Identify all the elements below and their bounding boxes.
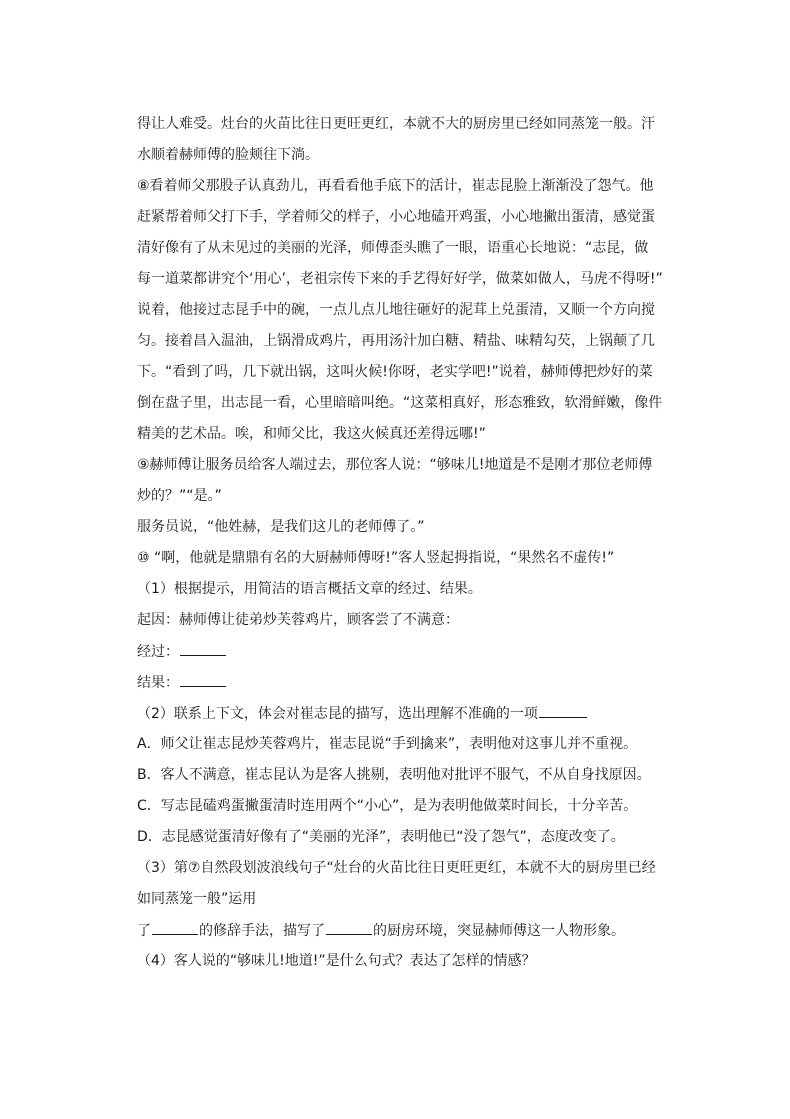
text-line: ⑩ “啊，他就是鼎鼎有名的大厨赫师傅呀!”客人竖起拇指说，“果然名不虚传!” [137, 550, 615, 566]
question-1-prompt: （1）根据提示，用简洁的语言概括文章的经过、结果。 [137, 581, 482, 597]
text-line: 精美的艺术品。唉，和师父比，我这火候真还差得远哪!” [137, 426, 486, 442]
text-line: 匀。接着昌入温油，上锅滑成鸡片，再用汤汁加白糖、精盐、味精勾芡，上锅颠了几 [137, 333, 655, 349]
text-line: 下。“看到了吗，几下就出锅，这叫火候!你呀，老实学吧!”说着，赫师傅把炒好的菜 [137, 364, 653, 380]
answer-blank[interactable] [152, 920, 198, 935]
text-line: 服务员说，“他姓赫，是我们这儿的老师傅了。” [137, 519, 425, 535]
text-line: 说着，他接过志昆手中的碗，一点儿点儿地往砸好的泥茸上兑蛋清，又顺一个方向搅 [137, 302, 655, 318]
q3-text-c: 的厨房环境，突显赫师傅这一人物形象。 [373, 923, 625, 939]
question-3-line3 [137, 920, 625, 941]
option-c: C．写志昆磕鸡蛋撇蛋清时连用两个“小心”，是为表明他做菜时间长，十分辛苦。 [137, 798, 638, 814]
answer-blank[interactable] [326, 920, 372, 935]
text-line: ⑧看着师父那股子认真劲儿，再看看他手底下的活计，崔志昆脸上渐渐没了怨气。他 [137, 178, 654, 194]
question-2-text: （2）联系上下文，体会对崔志昆的描写，选出理解不准确的一项 [137, 706, 538, 722]
text-line: 水顺着赫师傅的脸颊往下淌。 [137, 147, 319, 163]
answer-blank[interactable] [180, 641, 226, 656]
question-2-prompt [137, 703, 588, 724]
question-3-line1: （3）第⑦自然段划波浪线句子“灶台的火苗比往日更旺更红，本就不大的厨房里已经 [137, 860, 656, 876]
text-line: 得让人难受。灶台的火苗比往日更旺更红，本就不大的厨房里已经如同蒸笼一般。汗 [137, 116, 655, 132]
question-4-prompt: （4）客人说的“够味儿!地道!”是什么句式？表达了怎样的情感？ [137, 953, 536, 969]
text-line: 炒的？”“是。” [137, 488, 222, 504]
text-line: 赶紧帮着师父打下手，学着师父的样子，小心地磕开鸡蛋，小心地撇出蛋清，感觉蛋 [137, 209, 655, 225]
text-line: 清好像有了从未见过的美丽的光泽，师傅歪头瞧了一眼，语重心长地说：“志昆，做 [137, 240, 649, 256]
q3-text-a: 了 [137, 923, 151, 939]
question-1-result [137, 672, 227, 693]
option-a: A．师父让崔志昆炒芙蓉鸡片，崔志昆说“手到擒来”，表明他对这事儿并不重视。 [137, 736, 638, 752]
text-line: 每一道菜都讲究个‘用心’，老祖宗传下来的手艺得好好学，做菜如做人，马虎不得呀!” [137, 271, 663, 287]
question-1-process [137, 641, 227, 662]
process-label: 经过： [137, 644, 179, 660]
answer-blank[interactable] [539, 703, 587, 718]
q3-text-b: 的修辞手法，描写了 [199, 923, 325, 939]
option-b: B．客人不满意，崔志昆认为是客人挑剔，表明他对批评不服气，不从自身找原因。 [137, 767, 651, 783]
text-line: ⑨赫师傅让服务员给客人端过去，那位客人说：“够味儿!地道是不是刚才那位老师傅 [137, 457, 653, 473]
question-1-origin: 起因：赫师傅让徒弟炒芙蓉鸡片，顾客尝了不满意： [137, 612, 459, 628]
question-3-line2: 如同蒸笼一般”运用 [137, 891, 257, 907]
option-d: D．志昆感觉蛋清好像有了“美丽的光泽”，表明他已“没了怨气”，态度改变了。 [137, 829, 625, 845]
answer-blank[interactable] [180, 672, 226, 687]
text-line: 倒在盘子里，出志昆一看，心里暗暗叫绝。“这菜相真好，形态雅致，软滑鲜嫩，像件 [137, 395, 663, 411]
result-label: 结果： [137, 675, 179, 691]
